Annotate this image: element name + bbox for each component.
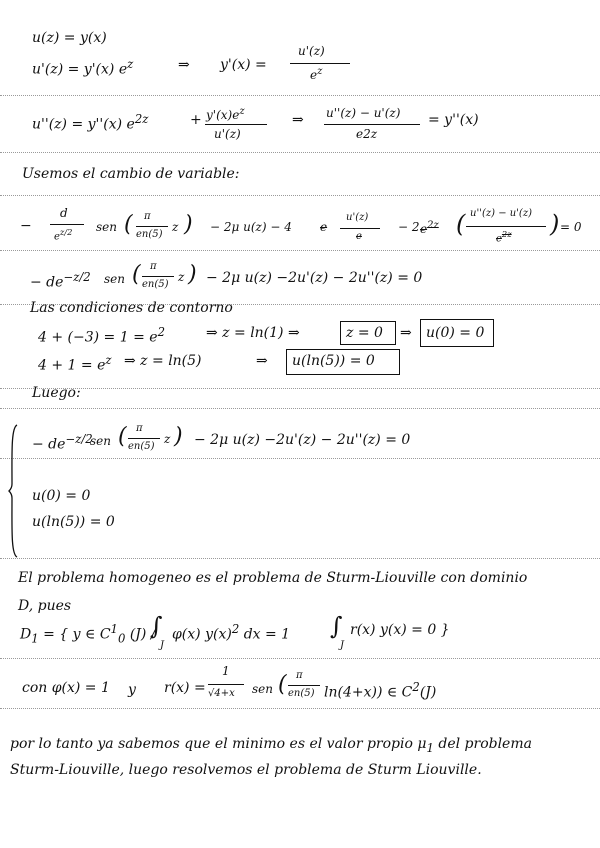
implies-symbol: ⇒ bbox=[178, 57, 190, 73]
exponent: 2 bbox=[231, 622, 240, 636]
text-line: Usemos el cambio de variable: bbox=[22, 166, 240, 182]
fraction-denominator bbox=[54, 227, 72, 242]
fraction-numerator: u''(z) − u'(z) bbox=[326, 106, 401, 120]
text-line: El problema homogeneo es el problema de Sturm-Liouville con dominio bbox=[18, 570, 528, 586]
equation-fragment: r(x) = bbox=[164, 680, 206, 696]
fraction-bar bbox=[50, 224, 84, 225]
implies-symbol: ⇒ bbox=[256, 353, 268, 369]
sen-text: sen bbox=[90, 434, 111, 448]
fraction-bar bbox=[205, 124, 267, 125]
exponent: z bbox=[127, 57, 134, 71]
ruled-line bbox=[0, 408, 600, 409]
exponent: z bbox=[105, 353, 112, 367]
fraction-numerator: u'(z) bbox=[298, 44, 325, 58]
integral-sign: ∫ bbox=[330, 612, 343, 640]
text: 4 + (−3) = 1 = e bbox=[38, 329, 158, 346]
text-line: Las condiciones de contorno bbox=[30, 300, 233, 316]
fraction-denominator: en(5) bbox=[142, 279, 169, 290]
paren: ( bbox=[278, 672, 287, 697]
fraction-bar bbox=[340, 228, 380, 229]
superscript: 1 bbox=[110, 622, 118, 636]
text: z bbox=[178, 270, 185, 284]
equation-line bbox=[32, 432, 93, 453]
equation-fragment: − 2μ u(z) −2u'(z) − 2u''(z) = 0 bbox=[206, 270, 423, 286]
exponent: 2z bbox=[134, 112, 149, 126]
plus-symbol: + bbox=[190, 112, 202, 128]
fraction-denominator bbox=[310, 66, 322, 82]
text: por lo tanto ya sabemos que el minimo es el valor propio μ bbox=[10, 736, 427, 752]
equation-fragment: = 0 bbox=[560, 220, 582, 234]
exponent: z bbox=[239, 106, 245, 117]
text: y bbox=[128, 682, 136, 698]
subscript: 0 bbox=[117, 631, 126, 646]
text: φ(x) y(x) bbox=[172, 626, 232, 643]
implies-symbol: ⇒ bbox=[292, 112, 304, 128]
text: u'(z) = y'(x) e bbox=[32, 61, 128, 78]
ruled-line bbox=[0, 558, 600, 559]
system-brace bbox=[8, 424, 18, 558]
fraction-bar bbox=[290, 63, 350, 64]
equation-fragment: − 2 bbox=[398, 220, 420, 234]
equation-line bbox=[38, 325, 165, 346]
equation-line bbox=[32, 112, 148, 133]
text: = { y ∈ C bbox=[43, 626, 111, 643]
fraction-denominator: √4+x bbox=[208, 688, 235, 699]
ruled-line bbox=[0, 195, 600, 196]
text: dx = 1 bbox=[243, 626, 291, 643]
equation-fragment: ⇒ z = ln(1) ⇒ bbox=[206, 325, 300, 341]
equation-fragment: con φ(x) = 1 bbox=[22, 680, 110, 696]
equation-fragment bbox=[324, 680, 436, 701]
text: (J) / bbox=[129, 626, 156, 643]
ruled-line bbox=[0, 388, 600, 389]
fraction-denominator: en(5) bbox=[136, 229, 163, 240]
subscript: 1 bbox=[426, 740, 434, 755]
equation-line: = y''(x) bbox=[428, 112, 479, 128]
fraction-numerator: d bbox=[60, 206, 68, 220]
text: (J) bbox=[419, 684, 437, 701]
fraction-numerator: π bbox=[136, 423, 143, 434]
equation-line bbox=[32, 57, 133, 78]
text: y'(x)e bbox=[206, 108, 240, 122]
fraction-numerator: u'(z) bbox=[346, 212, 369, 223]
text: D bbox=[20, 626, 32, 643]
text: del problema bbox=[438, 736, 532, 752]
equation-fragment bbox=[172, 622, 290, 643]
text: e bbox=[310, 68, 318, 82]
text: e bbox=[54, 231, 60, 243]
ruled-line bbox=[0, 458, 600, 459]
equation-fragment: u(ln(5)) = 0 bbox=[292, 353, 375, 369]
superscript: 2 bbox=[412, 680, 420, 694]
equation-fragment: u(0) = 0 bbox=[426, 325, 485, 341]
fraction-bar bbox=[136, 226, 168, 227]
paren: ( bbox=[124, 212, 133, 237]
fraction-numerator: u''(z) − u'(z) bbox=[470, 208, 533, 219]
exponent: −z/2 bbox=[65, 432, 93, 446]
fraction-bar bbox=[142, 276, 174, 277]
integral-sign: ∫ bbox=[150, 612, 163, 640]
text: e bbox=[496, 233, 502, 245]
text-line: Luego: bbox=[32, 385, 81, 401]
cancelled-term bbox=[420, 220, 439, 236]
exponent: 2z bbox=[427, 220, 439, 231]
exponent: z/2 bbox=[59, 227, 73, 237]
text: − de bbox=[30, 274, 64, 291]
equation-fragment: ⇒ z = ln(5) bbox=[124, 353, 202, 369]
ruled-line bbox=[0, 95, 600, 96]
ruled-line bbox=[0, 658, 600, 659]
text: − de bbox=[32, 436, 66, 453]
paren: ( bbox=[456, 210, 466, 238]
ruled-line bbox=[0, 708, 600, 709]
paren: ( bbox=[118, 424, 127, 449]
sen-text: sen bbox=[104, 272, 125, 286]
text: z bbox=[172, 220, 179, 234]
paren: ) bbox=[184, 212, 193, 237]
equation-line bbox=[38, 353, 112, 374]
implies-symbol: ⇒ bbox=[400, 325, 412, 341]
exponent: −z/2 bbox=[63, 270, 91, 284]
fraction-numerator: π bbox=[150, 261, 157, 272]
fraction-denominator: u'(z) bbox=[214, 127, 241, 141]
fraction-denominator: en(5) bbox=[128, 441, 155, 452]
text: 4 + 1 = e bbox=[38, 357, 106, 374]
paren: ) bbox=[174, 424, 183, 449]
text: z bbox=[164, 432, 171, 446]
equation-fragment: r(x) y(x) = 0 } bbox=[350, 622, 450, 638]
fraction-bar bbox=[466, 226, 546, 227]
fraction-bar bbox=[288, 685, 320, 686]
equation-line: u(ln(5)) = 0 bbox=[32, 514, 115, 530]
ruled-line bbox=[0, 250, 600, 251]
exponent: 2 bbox=[157, 325, 165, 339]
text-line bbox=[10, 736, 532, 755]
subscript: 1 bbox=[31, 631, 39, 646]
equation-fragment: − 2μ u(z) −2u'(z) − 2u''(z) = 0 bbox=[194, 432, 411, 448]
fraction-bar bbox=[324, 124, 420, 125]
text-line: D, pues bbox=[18, 598, 72, 614]
paren: ( bbox=[132, 262, 141, 287]
fraction-numerator: 1 bbox=[222, 664, 230, 678]
exponent: 2z bbox=[501, 229, 512, 239]
fraction-denominator bbox=[496, 229, 512, 244]
text: ln(4+x)) ∈ C bbox=[324, 684, 413, 701]
paren: ) bbox=[188, 262, 197, 287]
integral-subscript: J bbox=[340, 640, 345, 651]
equation-line: u(0) = 0 bbox=[32, 488, 91, 504]
paren: ) bbox=[550, 210, 560, 238]
sen-text: sen bbox=[252, 682, 273, 696]
integral-subscript: J bbox=[160, 640, 165, 651]
equation-line: y'(x) = bbox=[220, 57, 267, 73]
fraction-denominator: e bbox=[356, 231, 362, 242]
fraction-denominator: en(5) bbox=[288, 688, 315, 699]
fraction-denominator: e2z bbox=[356, 127, 378, 141]
fraction-numerator: π bbox=[296, 670, 303, 681]
text: e bbox=[420, 222, 428, 236]
text: u''(z) = y''(x) e bbox=[32, 116, 135, 133]
fraction-numerator: π bbox=[144, 211, 151, 222]
fraction-bar bbox=[208, 684, 244, 685]
equation-fragment: − 2μ u(z) − 4 bbox=[210, 220, 292, 234]
exponent: z bbox=[317, 66, 323, 77]
equation-fragment: z = 0 bbox=[346, 325, 383, 341]
minus-symbol: − bbox=[20, 218, 32, 234]
text-line: Sturm-Liouville, luego resolvemos el problema de Sturm Liouville. bbox=[10, 762, 482, 778]
fraction-bar bbox=[128, 438, 160, 439]
equation-line bbox=[20, 622, 156, 645]
cancelled-term: e bbox=[320, 220, 328, 234]
ruled-line bbox=[0, 152, 600, 153]
sen-text: sen bbox=[96, 220, 117, 234]
fraction-numerator bbox=[206, 106, 245, 122]
equation-line bbox=[30, 270, 91, 291]
equation-line: u(z) = y(x) bbox=[32, 30, 107, 46]
